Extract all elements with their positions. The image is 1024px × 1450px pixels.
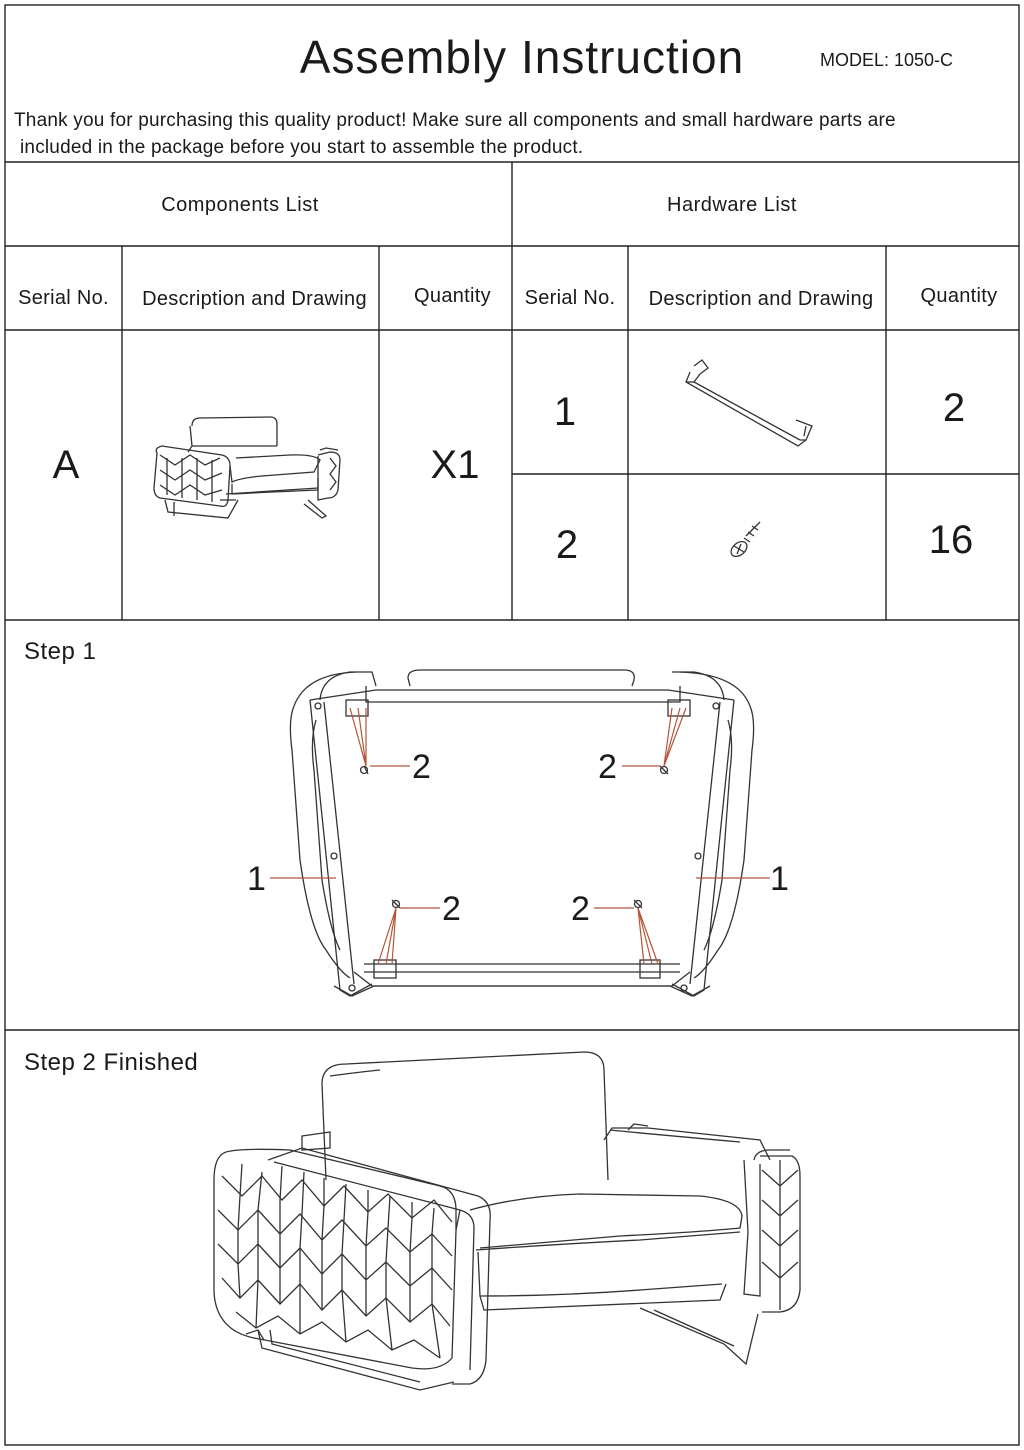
hardware-serial-2: 2 bbox=[555, 523, 579, 567]
model-number: MODEL: 1050-C bbox=[820, 50, 954, 70]
step-1-screw-label-br: 2 bbox=[571, 890, 590, 928]
page-title: Assembly Instruction bbox=[299, 31, 745, 83]
intro-line-1: Thank you for purchasing this quality product! Make sure all components and small hardware parts are bbox=[14, 110, 896, 131]
hardware-list-heading: Hardware List bbox=[667, 194, 797, 216]
step-1-screw-label-tl: 2 bbox=[412, 748, 431, 786]
step-1-bracket-label-left: 1 bbox=[247, 860, 266, 898]
components-col-desc: Description and Drawing bbox=[142, 288, 367, 310]
step-1-screw-label-tr: 2 bbox=[598, 748, 617, 786]
step-1-screw-label-bl: 2 bbox=[442, 890, 461, 928]
hardware-col-qty: Quantity bbox=[920, 285, 998, 307]
intro-line-2: included in the package before you start to assemble the product. bbox=[20, 137, 584, 158]
hardware-qty-1: 2 bbox=[942, 386, 966, 430]
hardware-serial-1: 1 bbox=[553, 390, 577, 434]
step-1-title: Step 1 bbox=[24, 638, 97, 665]
component-serial-a: A bbox=[52, 443, 80, 487]
hardware-col-desc: Description and Drawing bbox=[648, 288, 874, 310]
components-col-serial: Serial No. bbox=[18, 287, 109, 309]
component-qty-a: X1 bbox=[430, 443, 480, 487]
step-1-bracket-label-right: 1 bbox=[770, 860, 789, 898]
components-list-heading: Components List bbox=[161, 194, 319, 216]
step-2-title: Step 2 Finished bbox=[24, 1049, 199, 1076]
hardware-col-serial: Serial No. bbox=[524, 287, 616, 309]
hardware-qty-2: 16 bbox=[928, 518, 974, 562]
components-col-qty: Quantity bbox=[414, 285, 491, 307]
